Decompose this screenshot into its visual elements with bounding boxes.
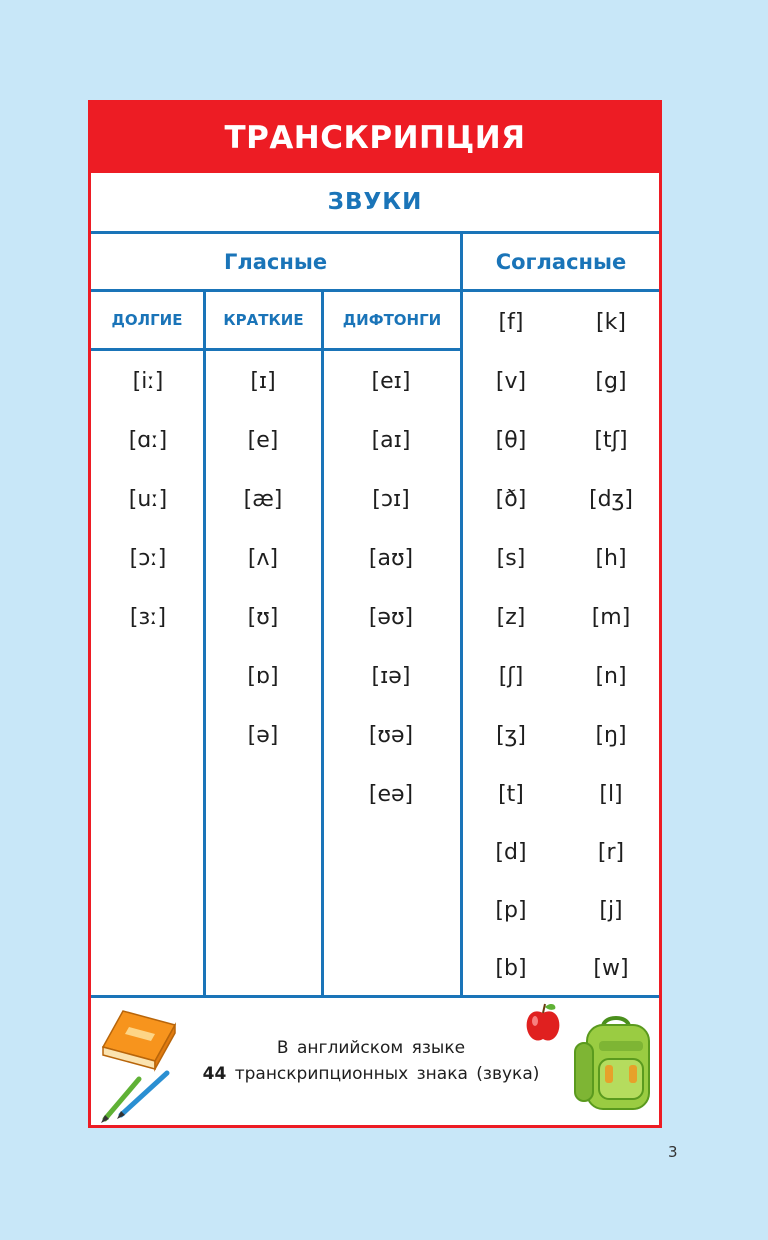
diphthong: [eə]	[368, 782, 414, 807]
divider-short-diphthongs	[321, 289, 324, 995]
short-vowel: [ʊ]	[247, 605, 279, 630]
diphthong: [ʊə]	[368, 723, 414, 748]
consonant: [j]	[599, 898, 623, 923]
consonant: [h]	[595, 546, 627, 571]
consonant: [l]	[599, 782, 623, 807]
short-vowel: [ʌ]	[247, 546, 279, 571]
consonant: [p]	[495, 898, 527, 923]
consonant: [ŋ]	[595, 723, 627, 748]
short-vowel: [e]	[247, 428, 279, 453]
footer-line-2-text: транскрипционных знака (звука)	[234, 1064, 540, 1084]
long-vowel: [iː]	[132, 369, 164, 394]
long-vowel: [uː]	[128, 487, 168, 512]
consonant: [tʃ]	[594, 428, 628, 453]
footer-line-1: В английском языке	[276, 1038, 466, 1058]
consonants-header: Согласные	[495, 249, 627, 274]
pencils-icon	[97, 1065, 177, 1125]
consonant: [k]	[596, 310, 626, 335]
card-title: ТРАНСКРИПЦИЯ	[91, 103, 659, 173]
diphthong: [əʊ]	[368, 605, 414, 630]
consonant: [ʃ]	[498, 664, 524, 689]
backpack-icon	[573, 1013, 659, 1113]
consonant: [w]	[593, 956, 629, 981]
divider-long-short	[203, 289, 206, 995]
short-vowel: [ɒ]	[247, 664, 279, 689]
diphthong: [aʊ]	[368, 546, 414, 571]
sign-count: 44	[202, 1064, 227, 1084]
consonant: [g]	[595, 369, 627, 394]
divider-vowels-consonants	[460, 231, 463, 995]
short-vowel: [æ]	[243, 487, 283, 512]
divider-footer	[91, 995, 659, 998]
consonant: [v]	[495, 369, 527, 394]
consonant: [θ]	[495, 428, 527, 453]
diphthong: [eɪ]	[371, 369, 411, 394]
long-vowels-header: ДОЛГИЕ	[111, 311, 183, 329]
book-icon	[97, 1003, 177, 1073]
page-number: 3	[668, 1143, 678, 1161]
long-vowel: [ɔː]	[129, 546, 167, 571]
consonant: [ʒ]	[496, 723, 526, 748]
transcription-card	[88, 100, 662, 1128]
diphthong: [ɔɪ]	[372, 487, 410, 512]
consonant: [s]	[496, 546, 526, 571]
consonant: [r]	[597, 840, 625, 865]
short-vowel: [ə]	[247, 723, 279, 748]
vowels-header: Гласные	[223, 249, 328, 274]
short-vowels-header: КРАТКИЕ	[223, 311, 304, 329]
short-vowel: [ɪ]	[250, 369, 276, 394]
divider-subheaders	[91, 348, 461, 351]
consonant: [b]	[495, 956, 527, 981]
apple-icon	[523, 1001, 563, 1045]
footer-line-2	[171, 1064, 571, 1084]
long-vowel: [ɜː]	[129, 605, 167, 630]
consonant: [f]	[498, 310, 524, 335]
consonant: [z]	[496, 605, 526, 630]
consonant: [n]	[595, 664, 627, 689]
diphthongs-header: ДИФТОНГИ	[342, 311, 442, 329]
diphthong: [aɪ]	[371, 428, 411, 453]
consonant: [m]	[591, 605, 631, 630]
diphthong: [ɪə]	[371, 664, 411, 689]
consonant: [d]	[495, 840, 527, 865]
sounds-header: ЗВУКИ	[327, 189, 423, 215]
consonant: [dʒ]	[589, 487, 633, 512]
consonant: [ð]	[495, 487, 527, 512]
long-vowel: [ɑː]	[128, 428, 168, 453]
consonant: [t]	[498, 782, 524, 807]
